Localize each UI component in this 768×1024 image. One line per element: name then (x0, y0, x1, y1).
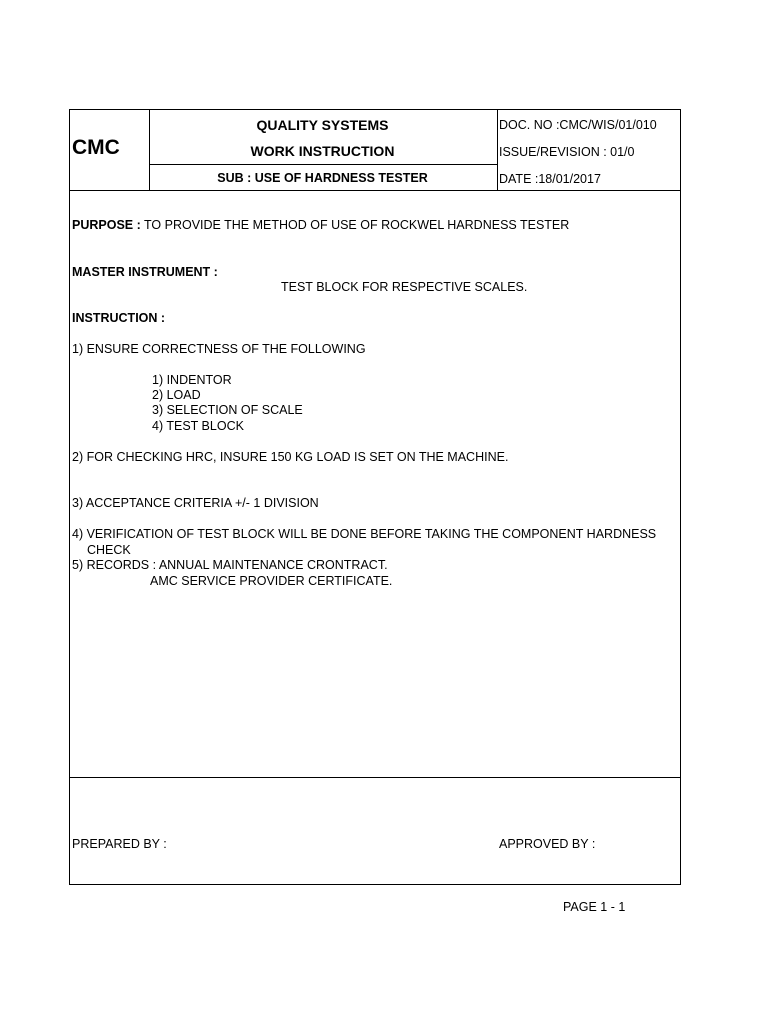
issue-revision: ISSUE/REVISION : 01/0 (499, 145, 635, 159)
document-date: DATE :18/01/2017 (499, 172, 601, 186)
page-number: PAGE 1 - 1 (563, 900, 626, 914)
master-instrument-label: MASTER INSTRUMENT : (72, 265, 218, 279)
step-1-item: 2) LOAD (152, 388, 201, 402)
meta-divider (497, 110, 498, 190)
step-1: 1) ENSURE CORRECTNESS OF THE FOLLOWING (72, 342, 366, 356)
step-5-line1: 5) RECORDS : ANNUAL MAINTENANCE CRONTRACT. (72, 558, 388, 572)
step-5-line2: AMC SERVICE PROVIDER CERTIFICATE. (150, 574, 393, 588)
step-4-line1: 4) VERIFICATION OF TEST BLOCK WILL BE DONE BEFORE TAKING THE COMPONENT HARDNESS (72, 527, 657, 541)
instruction-label: INSTRUCTION : (72, 311, 166, 325)
purpose-text: TO PROVIDE THE METHOD OF USE OF ROCKWEL HARDNESS TESTER (140, 218, 570, 232)
document-title-line2: WORK INSTRUCTION (250, 143, 395, 159)
document-subject: SUB : USE OF HARDNESS TESTER (217, 171, 428, 185)
step-2: 2) FOR CHECKING HRC, INSURE 150 KG LOAD IS SET ON THE MACHINE. (72, 450, 509, 464)
step-1-item: 3) SELECTION OF SCALE (152, 403, 303, 417)
prepared-by-label: PREPARED BY : (72, 837, 167, 851)
step-4-line2: CHECK (87, 543, 131, 557)
purpose-line (72, 218, 569, 233)
step-1-item: 1) INDENTOR (152, 373, 232, 387)
subject-divider (149, 164, 498, 165)
step-3: 3) ACCEPTANCE CRITERIA +/- 1 DIVISION (72, 496, 319, 510)
company-logo-text: CMC (72, 136, 120, 159)
doc-number: DOC. NO :CMC/WIS/01/010 (499, 118, 657, 132)
footer-top-line (70, 777, 680, 778)
approved-by-label: APPROVED BY : (499, 837, 596, 851)
document-title-line1: QUALITY SYSTEMS (256, 117, 389, 133)
master-instrument-text: TEST BLOCK FOR RESPECTIVE SCALES. (281, 280, 528, 294)
header-bottom-line (70, 190, 680, 191)
step-1-item: 4) TEST BLOCK (152, 419, 244, 433)
purpose-label: PURPOSE : (72, 218, 141, 232)
